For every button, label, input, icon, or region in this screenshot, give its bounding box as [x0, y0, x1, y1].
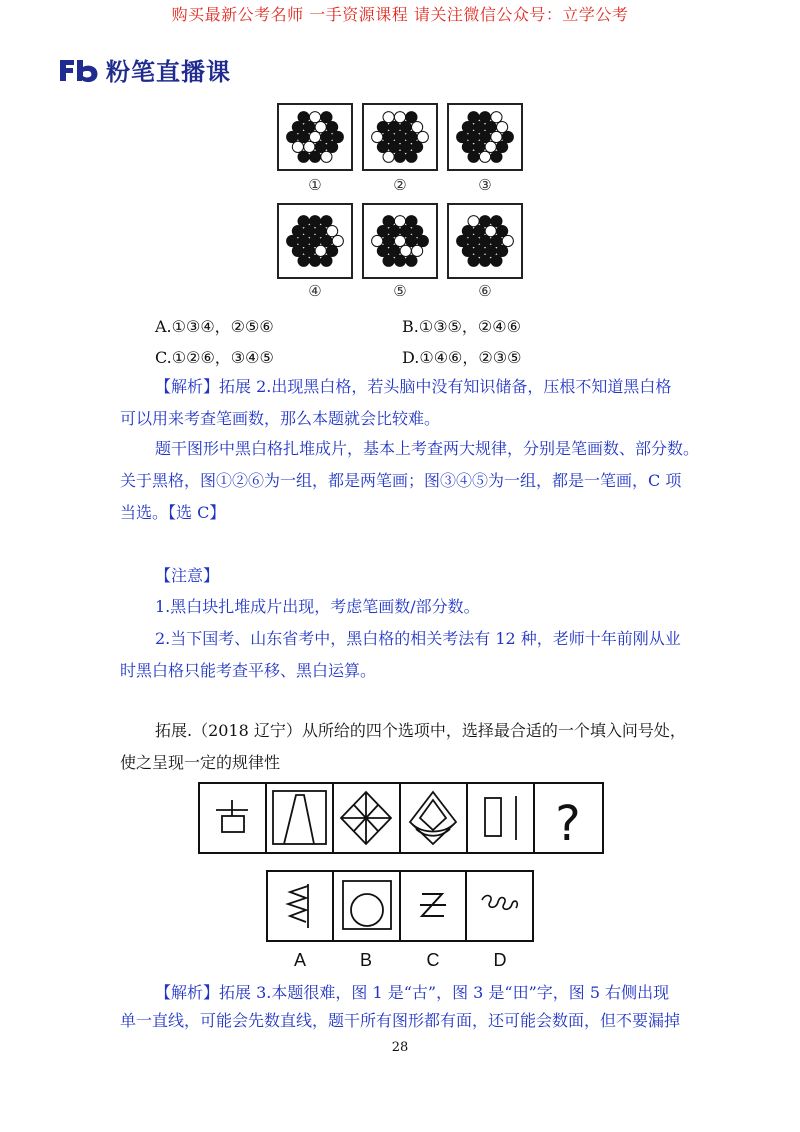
- grid-dot: [321, 216, 332, 227]
- grid-dot: [321, 235, 332, 246]
- grid-dot: [287, 235, 298, 246]
- grid-dot: [400, 226, 411, 237]
- grid-dot: [327, 141, 338, 152]
- grid-dot: [412, 245, 423, 256]
- grid-dot: [406, 216, 417, 227]
- grid-dot: [462, 245, 473, 256]
- grid-dot: [412, 122, 423, 133]
- grid-dot: [400, 141, 411, 152]
- option-label-c: C: [426, 950, 440, 970]
- grid-dot: [321, 255, 332, 266]
- grid-dot: [497, 122, 508, 133]
- logo: [58, 52, 231, 87]
- label-6: ⑥: [478, 282, 492, 300]
- grid-dot: [332, 131, 343, 142]
- note-item2b: 时黑白格只能考查平移、黑白运算。: [120, 661, 377, 680]
- grid-dot: [372, 131, 383, 142]
- grid-dot: [468, 216, 479, 227]
- grid-dot: [309, 112, 320, 123]
- grid-dot: [502, 235, 513, 246]
- analysis1-line5: 当选。【选 C】: [120, 503, 226, 522]
- grid-dot: [321, 112, 332, 123]
- grid-dot: [309, 216, 320, 227]
- grid-dot: [406, 151, 417, 162]
- grid-dot: [321, 151, 332, 162]
- grid-dot: [468, 235, 479, 246]
- grid-dot: [406, 235, 417, 246]
- grid-dot: [479, 131, 490, 142]
- grid-dot: [383, 131, 394, 142]
- grid-dot: [298, 235, 309, 246]
- label-5: ⑤: [393, 282, 407, 300]
- grid-dot: [485, 141, 496, 152]
- option-label-a: A: [293, 950, 307, 970]
- option-c: C.①②⑥，③④⑤: [155, 348, 274, 367]
- grid-dot: [491, 151, 502, 162]
- grid-dot: [491, 216, 502, 227]
- grid-dot: [474, 122, 485, 133]
- grid-dot: [485, 245, 496, 256]
- grid-dot: [462, 226, 473, 237]
- grid-dot: [474, 245, 485, 256]
- grid-dot: [327, 122, 338, 133]
- grid-dot: [394, 131, 405, 142]
- grid-dot: [468, 112, 479, 123]
- grid-dot: [485, 122, 496, 133]
- grid-dot: [298, 255, 309, 266]
- option-label-b: B: [359, 950, 373, 970]
- fenbi-logo-icon: [58, 57, 100, 83]
- grid-dot: [497, 226, 508, 237]
- note-item1: 1.黑白块扎堆成片出现，考虑笔画数/部分数。: [155, 597, 480, 616]
- grid-dot: [383, 151, 394, 162]
- grid-dot: [298, 112, 309, 123]
- option-a: A.①③④，②⑤⑥: [155, 317, 274, 336]
- analysis2-line1: 【解析】拓展 3.本题很难，图 1 是“古”，图 3 是“田”字，图 5 右侧出现: [155, 983, 670, 1002]
- grid-dot: [485, 226, 496, 237]
- grid-dot: [412, 141, 423, 152]
- grid-5: [363, 204, 437, 278]
- grid-dot: [304, 141, 315, 152]
- grid-dot: [400, 245, 411, 256]
- grid-dot: [377, 122, 388, 133]
- grid-4: [278, 204, 352, 278]
- grid-dot: [417, 235, 428, 246]
- figure-sequence: [198, 782, 604, 854]
- figure-options: [266, 870, 536, 970]
- grid-dot: [394, 255, 405, 266]
- grid-dot: [298, 151, 309, 162]
- grid-dot: [321, 131, 332, 142]
- grid-dot: [315, 141, 326, 152]
- grid-dot: [457, 131, 468, 142]
- grid-dot: [474, 141, 485, 152]
- header-banner: 购买最新公考名师 一手资源课程 请关注微信公众号：立学公考: [171, 5, 629, 24]
- grid-dot: [315, 245, 326, 256]
- option-b: B.①③⑤，②④⑥: [402, 317, 521, 336]
- note-item2a: 2.当下国考、山东省考中，黑白格的相关考法有 12 种，老师十年前刚从业: [155, 629, 681, 648]
- label-1: ①: [308, 176, 322, 194]
- option-label-d: D: [493, 950, 507, 970]
- grid-dot: [304, 226, 315, 237]
- grid-3: [448, 104, 522, 170]
- figure-dot-grids: [270, 98, 530, 304]
- logo-text: 粉笔直播课: [106, 58, 231, 86]
- grid-dot: [292, 141, 303, 152]
- grid-dot: [298, 216, 309, 227]
- question2-line1: 拓展.（2018 辽宁）从所给的四个选项中，选择最合适的一个填入问号处，: [155, 721, 686, 740]
- grid-dot: [400, 122, 411, 133]
- grid-dot: [292, 226, 303, 237]
- grid-dot: [394, 216, 405, 227]
- grid-dot: [479, 112, 490, 123]
- analysis2-line2: 单一直线，可能会先数直线，题干所有图形都有面，还可能会数面，但不要漏掉: [120, 1011, 681, 1030]
- grid-dot: [468, 151, 479, 162]
- grid-dot: [309, 235, 320, 246]
- grid-dot: [491, 235, 502, 246]
- grid-dot: [468, 255, 479, 266]
- grid-dot: [309, 151, 320, 162]
- grid-dot: [468, 131, 479, 142]
- label-2: ②: [393, 176, 407, 194]
- grid-dot: [377, 226, 388, 237]
- grid-dot: [309, 131, 320, 142]
- analysis1-line2: 可以用来考查笔画数，那么本题就会比较难。: [120, 409, 441, 428]
- grid-dot: [327, 245, 338, 256]
- grid-dot: [394, 235, 405, 246]
- grid-dot: [383, 112, 394, 123]
- grid-dot: [479, 216, 490, 227]
- grid-dot: [389, 141, 400, 152]
- grid-dot: [497, 141, 508, 152]
- option-d: D.①④⑥，②③⑤: [402, 348, 522, 367]
- grid-dot: [406, 112, 417, 123]
- grid-dot: [327, 226, 338, 237]
- label-3: ③: [478, 176, 492, 194]
- grid-dot: [315, 226, 326, 237]
- analysis1-line4: 关于黑格，图①②⑥为一组，都是两笔画；图③④⑤为一组，都是一笔画，C 项: [120, 471, 682, 490]
- grid-dot: [497, 245, 508, 256]
- question2-line2: 使之呈现一定的规律性: [120, 753, 281, 772]
- grid-dot: [394, 151, 405, 162]
- grid-dot: [383, 216, 394, 227]
- grid-dot: [389, 122, 400, 133]
- grid-dot: [304, 245, 315, 256]
- grid-dot: [292, 245, 303, 256]
- grid-dot: [462, 141, 473, 152]
- grid-dot: [309, 255, 320, 266]
- grid-dot: [287, 131, 298, 142]
- grid-dot: [474, 226, 485, 237]
- grid-dot: [377, 245, 388, 256]
- grid-dot: [479, 255, 490, 266]
- grid-dot: [383, 235, 394, 246]
- grid-dot: [457, 235, 468, 246]
- grid-dot: [502, 131, 513, 142]
- grid-dot: [292, 122, 303, 133]
- analysis1-line3: 题干图形中黑白格扎堆成片，基本上考查两大规律，分别是笔画数、部分数。: [155, 439, 700, 458]
- grid-dot: [491, 131, 502, 142]
- grid-dot: [462, 122, 473, 133]
- grid-dot: [332, 235, 343, 246]
- grid-6: [448, 204, 522, 278]
- grid-dot: [315, 122, 326, 133]
- grid-dot: [394, 112, 405, 123]
- grid-dot: [479, 235, 490, 246]
- grid-dot: [412, 226, 423, 237]
- analysis1-line1: 【解析】拓展 2.出现黑白格，若头脑中没有知识储备，压根不知道黑白格: [155, 377, 672, 396]
- grid-dot: [383, 255, 394, 266]
- grid-dot: [389, 245, 400, 256]
- grid-1: [278, 104, 352, 170]
- question-mark: ?: [555, 796, 581, 852]
- grid-dot: [377, 141, 388, 152]
- grid-dot: [298, 131, 309, 142]
- grid-2: [363, 104, 437, 170]
- grid-dot: [417, 131, 428, 142]
- grid-dot: [304, 122, 315, 133]
- note-title: 【注意】: [155, 566, 220, 585]
- grid-dot: [372, 235, 383, 246]
- label-4: ④: [308, 282, 322, 300]
- grid-dot: [479, 151, 490, 162]
- grid-dot: [491, 112, 502, 123]
- grid-dot: [491, 255, 502, 266]
- grid-dot: [389, 226, 400, 237]
- grid-dot: [406, 131, 417, 142]
- grid-dot: [406, 255, 417, 266]
- page-number: 28: [391, 1040, 409, 1055]
